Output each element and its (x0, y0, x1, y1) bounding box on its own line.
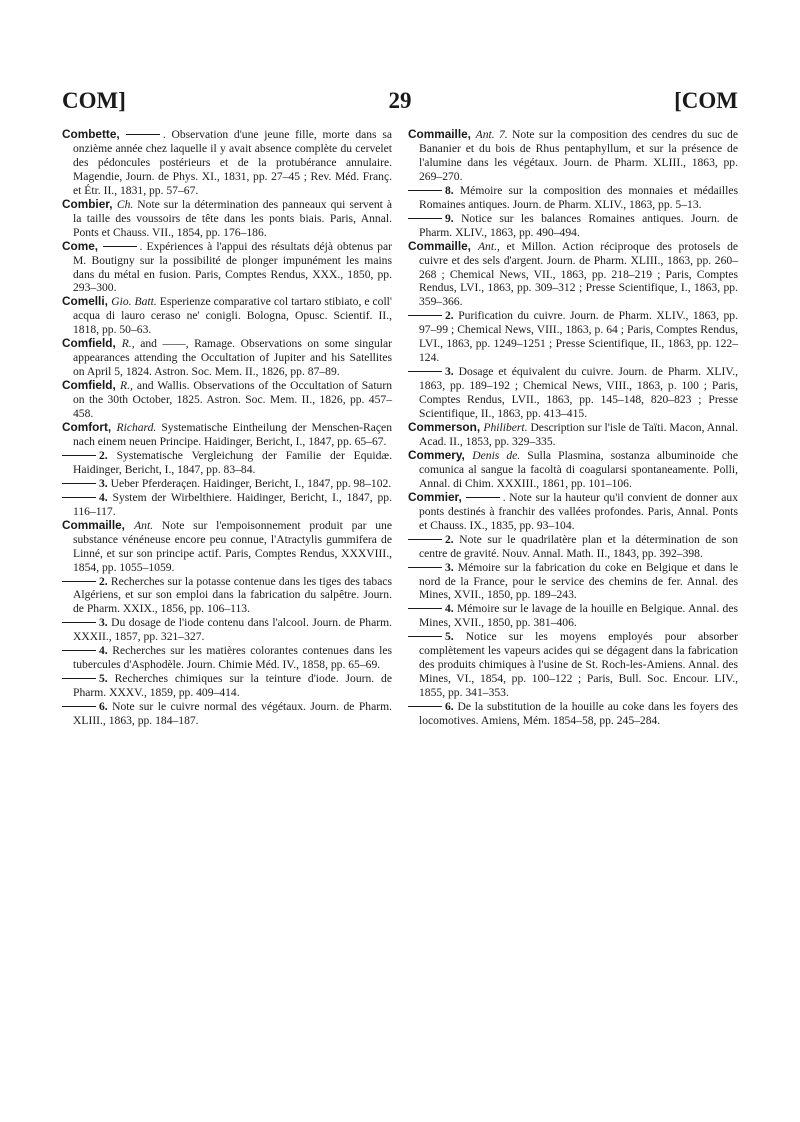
ditto-dash (408, 371, 442, 372)
entry-number: 8. (445, 183, 460, 197)
bibliography-entry (62, 519, 392, 575)
entry-text: . Expériences à l'appui des résultats déjà obtenus par M. Boutigny sur la possibilité de plonger impunément les mains dans du métal en fusion. Paris, Comptes Rendus, XXX., 1850, pp. 293–300. (73, 239, 392, 295)
bibliography-entry (62, 240, 392, 296)
entry-number: 5. (445, 630, 466, 644)
ditto-dash (62, 581, 96, 582)
bibliography-entry (62, 379, 392, 421)
page-number: 29 (388, 88, 412, 113)
bibliography-entry (62, 616, 392, 644)
entry-text: and Wallis. Observations of the Occultation of Saturn on the 30th October, 1825. Astron. Soc. Mem. II., 1826, pp. 457–458. (73, 379, 392, 421)
entry-author: Comfield, (62, 378, 121, 393)
bibliography-entry (408, 212, 738, 240)
bibliography-entry (62, 672, 392, 700)
entry-author: Commery, (408, 447, 473, 462)
entry-author: Combette, (62, 127, 126, 141)
entry-text: Du dosage de l'iode contenu dans l'alcool. Journ. de Pharm. XXXII., 1857, pp. 321–327. (73, 616, 392, 644)
bibliography-entry (408, 700, 738, 728)
entry-text: Sulla Plasmina, sostanza albuminoide che comunica al sangue la facoltà di coagularsi spontaneamente. Polli, Annal. di Chim. XXXIII., 1861, pp. 101–106. (419, 448, 739, 490)
bibliography-entry (408, 491, 738, 533)
header-right: [COM (674, 88, 738, 113)
entry-author-forename: Philibert. (483, 421, 531, 435)
entry-text: Notice sur les moyens employés pour absorber complètement les vapeurs acides qui se dégagent dans la fabrication des produits chimiques à l'usine de St. Roch-les-Amiens. Annal. des Mines, VI., 1854, pp. 100–122 ; Paris, Bull. Soc. Encour. LIV., 1855, pp. 341–353. (419, 630, 738, 700)
entry-author: Commerson, (408, 420, 484, 435)
entry-author: Commaille, (408, 127, 476, 141)
entry-number: 6. (445, 700, 458, 714)
entry-text: et Millon. Action réciproque des protosels de cuivre et des sels d'argent. Journ. de Pharm. XLIII., 1863, pp. 260–268 ; Chemical News, VII., 1863, pp. 218–219 ; Paris, Comptes Rendus, LVI., 1863, pp. 309–312 ; Presse Scientifique, I., 1863, pp. 359–366. (419, 239, 739, 309)
entry-text: Mémoire sur la composition des monnaies et médailles Romaines antiques. Journ. de Pharm. XLIV., 1863, pp. 5–13. (419, 183, 738, 211)
entry-author: Come, (62, 238, 103, 253)
bibliography-entry (62, 477, 392, 491)
bibliography-entry (408, 602, 738, 630)
entry-text: System der Wirbelthiere. Haidinger, Bericht, I., 1847, pp. 116–117. (73, 490, 393, 518)
ditto-dash (466, 497, 500, 498)
ditto-dash (62, 483, 96, 484)
entry-number: 2. (445, 532, 460, 546)
entry-author-forename: R., (121, 337, 141, 351)
entry-text: Mémoire sur le lavage de la houille en Belgique. Annal. des Mines, XVII., 1850, pp. 381–406. (419, 602, 739, 630)
entry-text: Systematische Eintheilung der Menschen-Raçen nach einem neuen Principe. Haidinger, Bericht, I., 1847, pp. 65–67. (73, 421, 392, 448)
bibliography-entry (408, 240, 738, 310)
entry-text: Purification du cuivre. Journ. de Pharm. XLIV., 1863, pp. 97–99 ; Chemical News, VIII., 1863, p. 64 ; Paris, Comptes Rendus, LVI., 1863, pp. 1249–1251 ; Presse Scientifique, II., 1863, pp. 122–124. (419, 309, 738, 365)
entry-text: Description sur l'isle de Taïti. Macon, Annal. Acad. II., 1853, pp. 329–335. (419, 421, 738, 448)
ditto-dash (62, 455, 96, 456)
entry-text: Esperienze comparative col tartaro stibiato, e coll' acqua di lauro ceraso ne' conigli. Bologna, Opusc. Scientif. II., 1818, pp. 50–63. (73, 295, 392, 337)
header-left: COM] (62, 88, 126, 113)
ditto-dash (62, 678, 96, 679)
entry-text: Systematische Vergleichung der Familie der Equidæ. Haidinger, Bericht, I., 1847, pp. 83–84. (73, 448, 393, 476)
entry-number: 3. (99, 616, 112, 630)
entry-author: Combier, (62, 196, 117, 211)
ditto-dash (408, 608, 442, 609)
bibliography-entry (62, 575, 392, 617)
entry-number: 4. (99, 644, 113, 658)
bibliography-entry (62, 337, 392, 379)
entry-text: Note sur la détermination des panneaux qui servent à la taille des voussoirs de tête dans les ponts biais. Paris, Annal. Ponts et Chauss. VII., 1854, pp. 176–186. (73, 197, 392, 239)
entry-text: Dosage et équivalent du cuivre. Journ. de Pharm. XLIV., 1863, pp. 189–192 ; Chemical News, VIII., 1863, p. 100 ; Paris, Comptes Rendus, LVII., 1863, pp. 145–148, 820–823 ; Presse Scientifique, II., 1863, pp. 413–415. (419, 365, 738, 421)
entry-number: 2. (99, 448, 117, 462)
entry-author-forename: Ant., (477, 239, 507, 253)
entry-text: Notice sur les balances Romaines antiques. Journ. de Pharm. XLIV., 1863, pp. 490–494. (419, 211, 738, 239)
ditto-dash (408, 218, 442, 219)
ditto-dash (62, 622, 96, 623)
entry-text: Recherches sur les matières colorantes contenues dans les tubercules d'Asphodèle. Journ. Chimie Méd. IV., 1858, pp. 65–69. (73, 644, 392, 672)
entry-text: Note sur l'empoisonnement produit par une substance vénéneuse encore peu connue, l'Atractylis gummifera de Linné, et sur son principe actif. Paris, Comptes Rendus, XXXVIII., 1854, pp. 1055–1059. (73, 518, 392, 574)
bibliography-entry (62, 421, 392, 449)
entry-text: . Note sur la hauteur qu'il convient de donner aux ponts destinés à franchir des vallées profondes. Paris, Annal. Ponts et Chauss. IX., 1835, pp. 93–104. (419, 490, 738, 532)
ditto-dash (408, 567, 442, 568)
bibliography-entry (62, 295, 392, 337)
bibliography-entry (408, 365, 738, 421)
entry-author-forename: Denis de. (472, 448, 528, 462)
bibliography-entry (62, 700, 392, 728)
entry-author-forename: Ant. (134, 518, 162, 532)
entry-text: Ueber Pferderaçen. Haidinger, Bericht, I., 1847, pp. 98–102. (110, 476, 392, 490)
entry-author: Comfort, (62, 420, 117, 435)
ditto-dash (408, 706, 442, 707)
entry-number: 5. (99, 672, 115, 686)
bibliography-entry (408, 630, 738, 700)
bibliography-entry (408, 184, 738, 212)
ditto-dash (408, 315, 442, 316)
entry-text: Recherches chimiques sur la teinture d'iode. Journ. de Pharm. XXXV., 1859, pp. 409–414. (73, 672, 392, 700)
bibliography-entry (408, 309, 738, 365)
entry-author-forename: Richard. (116, 421, 162, 435)
entry-number: 6. (99, 700, 113, 714)
entry-text: Mémoire sur la fabrication du coke en Belgique et dans le nord de la France, pour le service des chemins de fer. Annal. des Mines, XVII., 1850, pp. 189–243. (419, 560, 739, 602)
ditto-dash (408, 190, 442, 191)
ditto-dash (408, 636, 442, 637)
entry-author: Comelli, (62, 294, 112, 309)
bibliography-entry (62, 491, 392, 519)
bibliography-entry (62, 198, 392, 240)
entry-text: . Observation d'une jeune fille, morte dans sa onzième année chez laquelle il y avait absence complète du cervelet des pédoncules postérieurs et de la protubérance annulaire. Magendie, Journ. de Phys. XI., 1831, pp. 27–45 ; Rev. Méd. Franç. et Étr. II., 1831, pp. 57–67. (73, 128, 392, 197)
bibliography-entry (408, 561, 738, 603)
entry-text: Note sur la composition des cendres du suc de Bananier et du bois de Rhus pentaphyllum, et sur la présence de l'alumine dans les végétaux. Journ. de Pharm. XLIII., 1863, pp. 269–270. (419, 128, 738, 183)
entry-author: Commaille, (408, 238, 478, 253)
ditto-dash (103, 246, 137, 247)
page-header (62, 88, 738, 118)
entry-text: Recherches sur la potasse contenue dans les tiges des tabacs Algériens, et sur son emploi dans la fabrication du salpêtre. Journ. de Pharm. XXIX., 1856, pp. 106–113. (73, 574, 392, 616)
bibliography-entry (408, 128, 738, 184)
entry-number: 9. (445, 211, 462, 225)
bibliography-entry (408, 533, 738, 561)
ditto-dash (408, 539, 442, 540)
entry-number: 3. (99, 476, 111, 490)
entry-author: Commier, (408, 489, 466, 504)
bibliography-entry (408, 449, 738, 491)
ditto-dash (126, 134, 160, 135)
entry-author: Comfield, (62, 336, 122, 351)
bibliography-entry (62, 644, 392, 672)
entry-number: 2. (99, 574, 111, 588)
entry-number: 2. (445, 309, 459, 323)
ditto-dash (62, 706, 96, 707)
right-column (408, 128, 738, 728)
entry-author-forename: Gio. Batt. (111, 295, 160, 309)
bibliography-entry (62, 128, 392, 198)
entry-author-forename: R., (120, 379, 137, 393)
entry-text: Note sur le quadrilatère plan et la détermination de son centre de gravité. Nouv. Annal. Math. II., 1843, pp. 392–398. (419, 532, 739, 560)
entry-number: 4. (445, 602, 457, 616)
left-column (62, 128, 392, 728)
bibliography-entry (62, 449, 392, 477)
ditto-dash (62, 650, 96, 651)
ditto-dash (62, 497, 96, 498)
entry-number: 3. (445, 560, 458, 574)
entry-number: 4. (99, 490, 113, 504)
entry-text: De la substitution de la houille au coke dans les foyers des locomotives. Amiens, Mém. 1854–58, pp. 245–284. (419, 700, 739, 728)
entry-text: Note sur le cuivre normal des végétaux. Journ. de Pharm. XLIII., 1863, pp. 184–187. (73, 700, 392, 728)
entry-author: Commaille, (62, 517, 135, 532)
bibliography-entry (408, 421, 738, 449)
entry-author-forename: Ch. (116, 197, 138, 211)
entry-text: and ——, Ramage. Observations on some singular appearances attending the Occultation of Jupiter and his Satellites on April 5, 1824. Astron. Soc. Mem. II., 1826, pp. 87–89. (73, 337, 392, 379)
entry-number: 3. (445, 365, 459, 379)
entry-author-forename: Ant. 7. (475, 128, 513, 141)
